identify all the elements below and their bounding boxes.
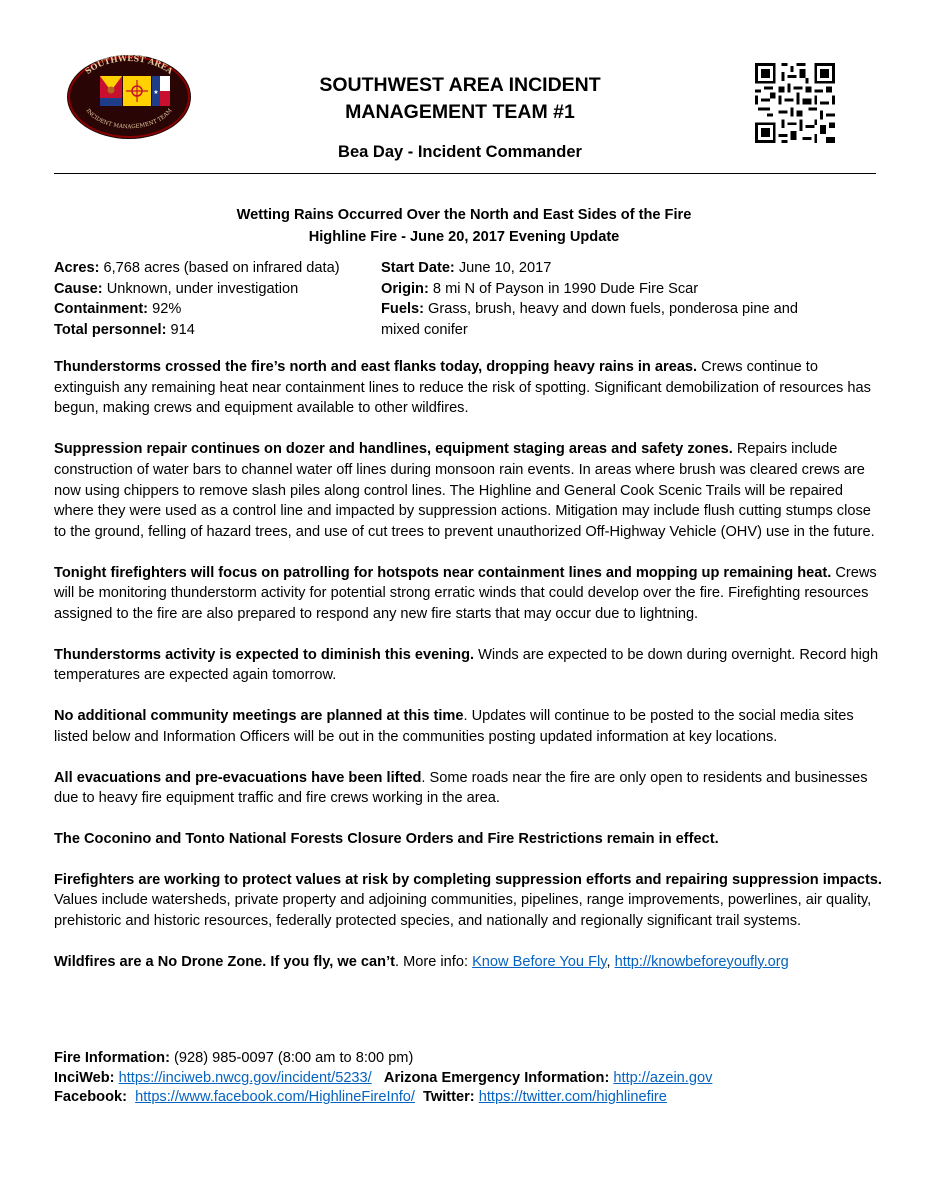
team-title — [240, 72, 680, 126]
paragraph-thunderstorms: Thunderstorms crossed the fire’s north and east flanks today, dropping heavy rains in areas. Crews continue to extinguish any remaining heat near containment lines to reduce the risk of spotting. Significant demobilization of resources has begun, making crews and equipment available to other wildfires. — [54, 359, 871, 417]
fact-origin: Origin: 8 mi N of Payson in 1990 Dude Fire Scar — [381, 280, 699, 297]
paragraph-tonight: Tonight firefighters will focus on patrolling for hotspots near containment lines and mopping up remaining heat. Crews will be monitoring thunderstorm activity for potential strong erratic winds that could develop over the fire. Firefighting resources assigned to the fire are also prepared to respond any new fire starts that may occur due to lightning. — [54, 564, 877, 623]
twitter-link[interactable]: https://twitter.com/highlinefire — [478, 1089, 667, 1105]
social-row: Facebook: https://www.facebook.com/HighlineFireInfo/ Twitter: https://twitter.com/highlinefire — [54, 1089, 667, 1105]
azein-link[interactable]: http://azein.gov — [613, 1069, 713, 1086]
fact-containment: Containment: 92% — [54, 301, 182, 317]
paragraph-values-at-risk: Firefighters are working to protect values at risk by completing suppression efforts and repairing suppression impacts. Values include watersheds, private property and adjoining communities, pipelines, range improvements, powerlines, air quality, prehistoric and historic resources, federally protected species, and nationally and regionally significant trail systems. — [54, 871, 882, 930]
fact-acres: Acres: 6,768 acres (based on infrared data) — [54, 260, 340, 276]
paragraph-evacuations: All evacuations and pre-evacuations have been lifted. Some roads near the fire are only open to residents and businesses due to heavy fire equipment traffic and fire crews working in the area. — [54, 769, 868, 807]
incident-commander: Bea Day - Incident Commander — [338, 143, 582, 161]
headline-line-2: Highline Fire - June 20, 2017 Evening Update — [308, 229, 620, 245]
fact-start-date: Start Date: June 10, 2017 — [381, 260, 552, 276]
fact-fuels: Fuels: Grass, brush, heavy and down fuels, ponderosa pine and mixed conifer — [381, 301, 798, 338]
headline — [100, 204, 828, 248]
paragraph-suppression-repair: Suppression repair continues on dozer and handlines, equipment staging areas and safety zones. Repairs include construction of water bars to channel water off lines during monsoon rain events. In areas where brush was cleared crews are now using chippers to remove slash piles along control lines. The Highline and General Cook Scenic Trails will be repaired where they were used as a control line and impacted by suppression actions. Mitigation may include flush cutting stumps close to the ground, felling of hazard trees, and use of cut trees to prevent unauthorized Off-Highway Vehicle (OHV) use in the future. — [54, 441, 875, 540]
svg-text:INCIDENT MANAGEMENT TEAM: INCIDENT MANAGEMENT TEAM — [84, 107, 174, 131]
team-logo — [66, 54, 192, 140]
fire-information-phone: Fire Information: (928) 985-0097 (8:00 am to 8:00 pm) — [54, 1050, 414, 1066]
contact-info — [54, 1049, 882, 1108]
paragraph-closures: The Coconino and Tonto National Forests Closure Orders and Fire Restrictions remain in effect. — [54, 830, 719, 847]
inciweb-row: InciWeb: https://inciweb.nwcg.gov/incident/5233/ Arizona Emergency Information: http://azein.gov — [54, 1069, 713, 1086]
svg-text:★: ★ — [153, 90, 159, 96]
knowbeforeyoufly-url-link[interactable]: http://knowbeforeyoufly.org — [614, 953, 789, 970]
team-title-line-1: SOUTHWEST AREA INCIDENT — [319, 74, 601, 96]
paragraph-meetings: No additional community meetings are planned at this time. Updates will continue to be posted to the social media sites listed below and Information Officers will be out in the communities posting updated information at key locations. — [54, 708, 854, 745]
paragraph-drone: Wildfires are a No Drone Zone. If you fly, we can’t. More info: Know Before You Fly, http://knowbeforeyoufly.org — [54, 953, 789, 970]
facts-left-column — [54, 258, 374, 340]
header-divider — [54, 173, 876, 174]
inciweb-link[interactable]: https://inciweb.nwcg.gov/incident/5233/ — [118, 1069, 372, 1086]
facebook-link[interactable]: https://www.facebook.com/HighlineFireInfo/ — [135, 1089, 415, 1105]
headline-line-1: Wetting Rains Occurred Over the North and East Sides of the Fire — [236, 207, 692, 223]
know-before-you-fly-link[interactable]: Know Before You Fly — [472, 953, 607, 970]
paragraph-weather: Thunderstorms activity is expected to diminish this evening. Winds are expected to be down during overnight. Record high temperatures are expected again tomorrow. — [54, 646, 879, 684]
facts-right-column — [381, 258, 821, 340]
update-body — [54, 357, 882, 992]
fact-cause: Cause: Unknown, under investigation — [54, 280, 299, 297]
logo-top-text: SOUTHWEST AREA — [82, 54, 176, 76]
team-title-line-2: MANAGEMENT TEAM #1 — [345, 101, 575, 123]
qr-code-icon[interactable] — [752, 60, 838, 146]
fact-personnel: Total personnel: 914 — [54, 321, 195, 338]
